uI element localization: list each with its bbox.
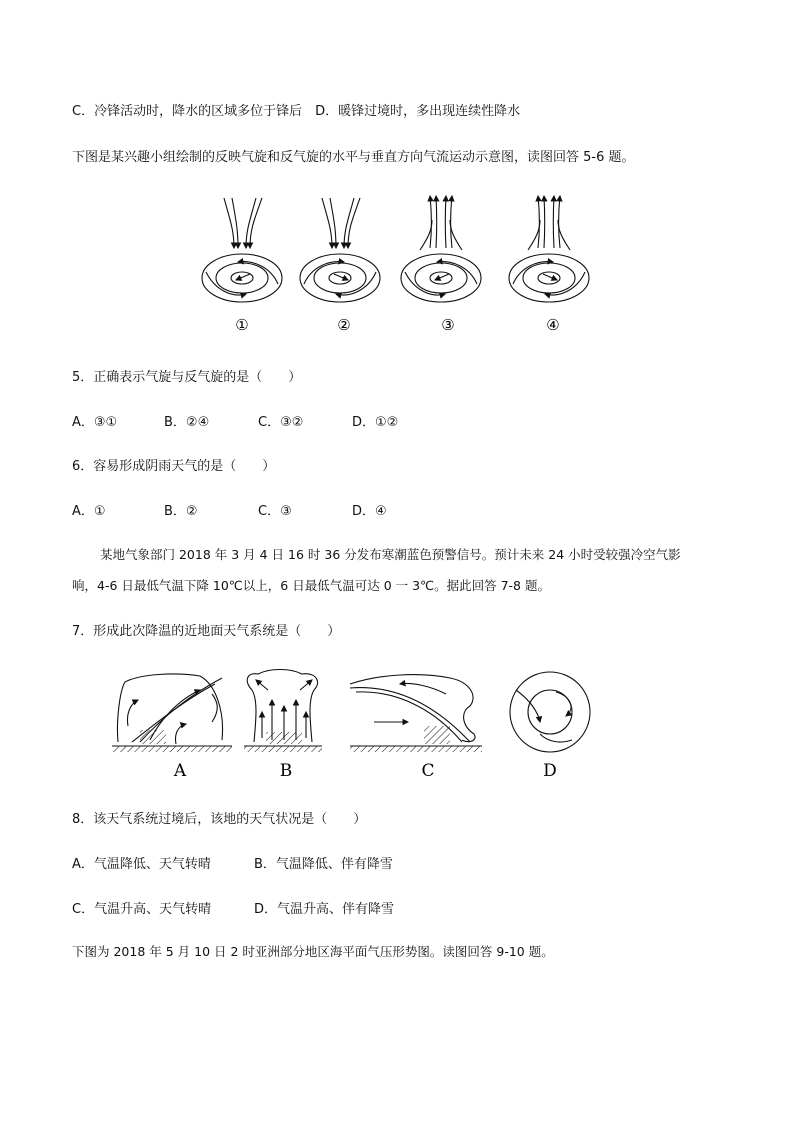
label-2: ② bbox=[337, 316, 351, 334]
q6-option-c[interactable]: C．③ bbox=[258, 504, 292, 519]
q8-option-a[interactable]: A．气温降低、天气转晴 bbox=[72, 857, 211, 872]
q5-option-b[interactable]: B．②④ bbox=[164, 415, 210, 430]
label-1: ① bbox=[235, 316, 249, 334]
q8-option-d[interactable]: D．气温升高、伴有降雪 bbox=[254, 902, 395, 917]
q5-option-c[interactable]: C．③② bbox=[258, 415, 304, 430]
system-a bbox=[112, 674, 232, 752]
passage-line-1: 某地气象部门 2018 年 3 月 4 日 16 时 36 分发布寒潮蓝色预警信号。预计未来 24 小时受较强冷空气影 bbox=[100, 547, 681, 562]
label-d: D bbox=[543, 761, 557, 781]
question-5-options bbox=[72, 411, 398, 430]
label-b: B bbox=[279, 761, 293, 781]
passage-line-2: 响，4-6 日最低气温下降 10℃以上，6 日最低气温可达 0 一 3℃。据此回答 7-8 题。 bbox=[72, 578, 550, 593]
label-c: C bbox=[421, 761, 435, 781]
figure1-intro: 下图是某兴趣小组绘制的反映气旋和反气旋的水平与垂直方向气流运动示意图，读图回答 5-6 题。 bbox=[72, 150, 635, 165]
question-6-options bbox=[72, 500, 387, 519]
figure-weather-systems bbox=[0, 660, 794, 790]
q6-option-b[interactable]: B．② bbox=[164, 504, 198, 519]
diagram-4 bbox=[509, 196, 589, 302]
diagram-3 bbox=[401, 196, 481, 302]
question-8-options-row1 bbox=[72, 853, 393, 872]
question-8-options-row2 bbox=[72, 898, 394, 917]
figure3-intro: 下图为 2018 年 5 月 10 日 2 时亚洲部分地区海平面气压形势图。读图回答 9-10 题。 bbox=[72, 944, 554, 959]
q8-option-b[interactable]: B．气温降低、伴有降雪 bbox=[254, 857, 393, 872]
label-3: ③ bbox=[441, 316, 455, 334]
q6-option-d[interactable]: D．④ bbox=[352, 504, 387, 519]
label-4: ④ bbox=[546, 316, 560, 334]
option-line-c-d: C．冷锋活动时，降水的区域多位于锋后 D．暖锋过境时，多出现连续性降水 bbox=[72, 104, 521, 119]
q8-option-c[interactable]: C．气温升高、天气转晴 bbox=[72, 902, 212, 917]
system-d bbox=[510, 672, 590, 752]
q6-option-a[interactable]: A．① bbox=[72, 504, 106, 519]
system-b bbox=[244, 670, 322, 753]
diagram-1 bbox=[202, 198, 282, 302]
question-8: 8．该天气系统过境后，该地的天气状况是（ ） bbox=[72, 812, 367, 827]
question-5: 5．正确表示气旋与反气旋的是（ ） bbox=[72, 370, 302, 385]
label-a: A bbox=[173, 761, 187, 781]
diagram-2 bbox=[300, 198, 380, 302]
figure-cyclone-diagram bbox=[0, 190, 794, 350]
system-c bbox=[350, 675, 482, 752]
q5-option-a[interactable]: A．③① bbox=[72, 415, 118, 430]
question-6: 6．容易形成阴雨天气的是（ ） bbox=[72, 459, 276, 474]
question-7: 7．形成此次降温的近地面天气系统是（ ） bbox=[72, 624, 341, 639]
q5-option-d[interactable]: D．①② bbox=[352, 415, 399, 430]
